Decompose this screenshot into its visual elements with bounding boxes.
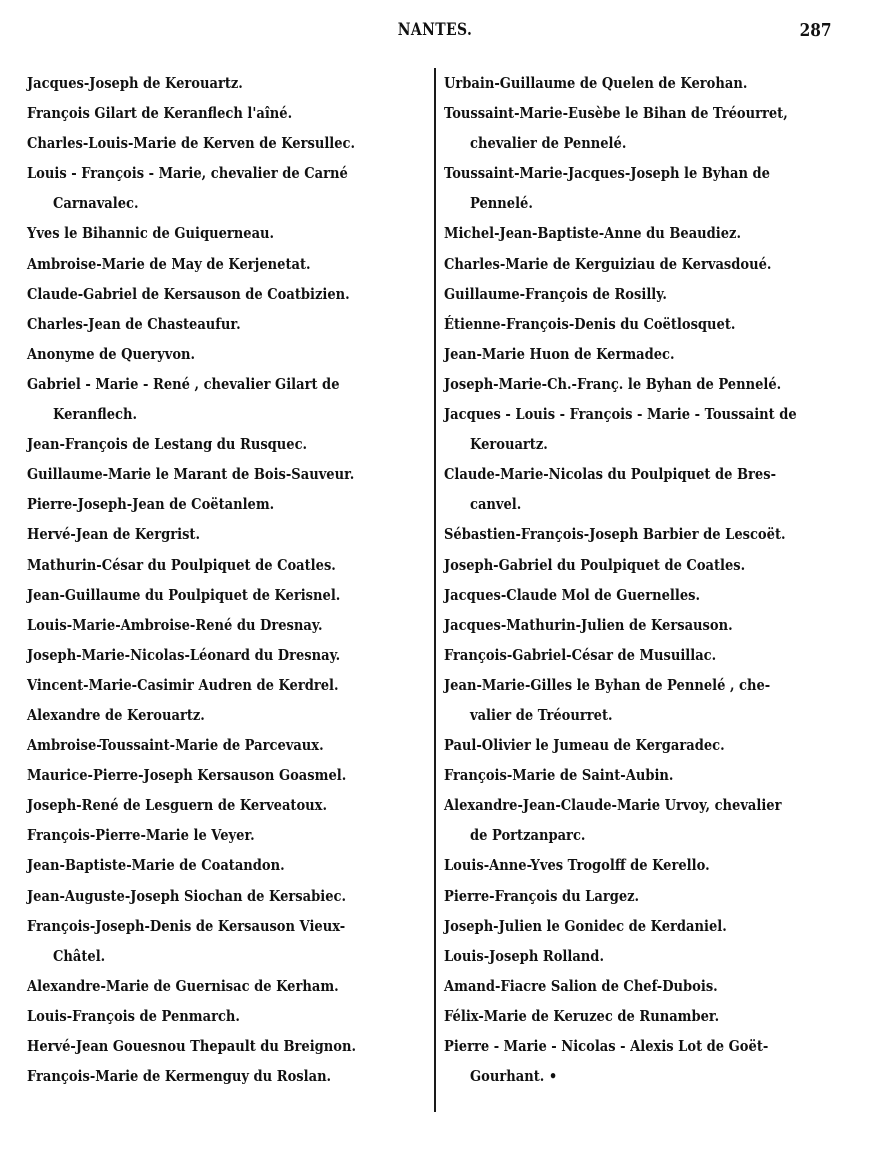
name-entry-text: Ambroise-Marie de May de Kerjenetat.	[27, 254, 311, 273]
name-entry	[27, 218, 422, 248]
name-entry-text: François-Marie de Kermenguy du Roslan.	[27, 1067, 332, 1086]
name-entry	[27, 820, 422, 850]
name-entry-text: Jacques-Joseph de Kerouartz.	[27, 74, 243, 92]
name-entry	[27, 489, 422, 519]
name-entry-text: Joseph-Gabriel du Poulpiquet de Coatles.	[444, 555, 746, 574]
name-entry-text: Urbain-Guillaume de Quelen de Kerohan.	[444, 74, 748, 92]
name-entry	[27, 1061, 422, 1091]
name-entry-text: chevalier de Pennelé.	[470, 134, 627, 153]
name-entry-text: Louis-Marie-Ambroise-René du Dresnay.	[27, 615, 323, 634]
running-title: NANTES.	[397, 20, 473, 40]
name-entry	[444, 911, 844, 941]
name-entry	[444, 249, 844, 279]
name-entry-text: Kerouartz.	[470, 435, 548, 454]
name-entry-continuation	[27, 399, 422, 429]
name-entry-text: valier de Tréourret.	[470, 705, 613, 724]
name-entry-text: Maurice-Pierre-Joseph Kersauson Goasmel.	[27, 766, 347, 785]
name-entry-text: François-Gabriel-César de Musuillac.	[444, 645, 717, 664]
name-entry	[444, 610, 844, 640]
name-entry-text: Jacques-Claude Mol de Guernelles.	[444, 585, 701, 604]
name-entry-text: Amand-Fiacre Salion de Chef-Dubois.	[444, 976, 718, 995]
name-entry	[27, 158, 422, 188]
name-entry-continuation	[444, 1061, 844, 1091]
name-entry	[27, 881, 422, 911]
name-entry-text: Claude-Gabriel de Kersauson de Coatbizien.	[27, 284, 350, 303]
left-column	[27, 68, 422, 1091]
name-entry	[27, 730, 422, 760]
name-entry	[444, 550, 844, 580]
name-entry	[444, 881, 844, 911]
name-entry	[27, 640, 422, 670]
name-entry	[444, 279, 844, 309]
page-number: 287	[800, 20, 832, 41]
name-entry-text: Gourhant. •	[470, 1067, 558, 1086]
name-entry-text: Ambroise-Toussaint-Marie de Parcevaux.	[27, 736, 324, 755]
name-entry-text: Toussaint-Marie-Jacques-Joseph le Byhan de	[444, 164, 770, 183]
name-entry-text: François Gilart de Keranflech l'aîné.	[27, 104, 293, 123]
name-entry	[27, 459, 422, 489]
name-entry-text: Toussaint-Marie-Eusèbe le Bihan de Tréourret,	[444, 104, 788, 123]
name-entry-text: Jacques-Mathurin-Julien de Kersauson.	[444, 615, 733, 634]
name-entry-text: Hervé-Jean de Kergrist.	[27, 525, 201, 544]
name-entry-text: Louis-Anne-Yves Trogolff de Kerello.	[444, 856, 710, 875]
name-entry-text: François-Pierre-Marie le Veyer.	[27, 826, 255, 845]
name-entry	[27, 1031, 422, 1061]
column-divider	[434, 68, 436, 1112]
name-entry	[27, 68, 422, 98]
name-entry-text: Guillaume-Marie le Marant de Bois-Sauveur.	[27, 465, 355, 484]
name-entry-text: François-Joseph-Denis de Kersauson Vieux-	[27, 916, 346, 935]
name-entry	[27, 369, 422, 399]
name-entry	[27, 519, 422, 549]
name-entry	[27, 850, 422, 880]
name-entry-text: Alexandre de Kerouartz.	[27, 705, 205, 724]
name-entry-continuation	[27, 941, 422, 971]
name-entry	[444, 580, 844, 610]
name-entry-text: François-Marie de Saint-Aubin.	[444, 766, 674, 785]
name-entry	[444, 309, 844, 339]
name-entry-text: Alexandre-Marie de Guernisac de Kerham.	[27, 976, 339, 995]
name-entry-text: Joseph-Julien le Gonidec de Kerdaniel.	[444, 916, 727, 935]
name-entry-text: Charles-Jean de Chasteaufur.	[27, 314, 241, 333]
name-entry	[444, 399, 844, 429]
name-entry	[27, 971, 422, 1001]
name-entry	[27, 700, 422, 730]
name-entry-text: Mathurin-César du Poulpiquet de Coatles.	[27, 555, 336, 574]
name-entry-text: Anonyme de Queryvon.	[27, 344, 196, 363]
name-entry	[27, 580, 422, 610]
name-entry	[27, 670, 422, 700]
name-entry	[444, 850, 844, 880]
name-entry	[27, 1001, 422, 1031]
name-entry-text: Sébastien-François-Joseph Barbier de Lescoët.	[444, 525, 786, 544]
name-entry-text: Claude-Marie-Nicolas du Poulpiquet de Bres-	[444, 465, 777, 484]
name-entry	[444, 218, 844, 248]
page-header	[0, 20, 870, 44]
name-entry	[27, 98, 422, 128]
name-entry-text: Jean-Auguste-Joseph Siochan de Kersabiec.	[27, 886, 347, 905]
name-entry	[27, 249, 422, 279]
name-entry	[27, 128, 422, 158]
name-entry-text: Jean-Guillaume du Poulpiquet de Kerisnel.	[27, 585, 341, 604]
name-entry	[444, 68, 844, 98]
right-column	[444, 68, 844, 1091]
name-entry-text: Félix-Marie de Keruzec de Runamber.	[444, 1006, 720, 1025]
name-entry-continuation	[444, 820, 844, 850]
name-entry	[27, 610, 422, 640]
name-entry	[444, 98, 844, 128]
name-entry-text: Châtel.	[53, 946, 106, 965]
name-entry	[27, 760, 422, 790]
name-entry-text: Jacques - Louis - François - Marie - Toussaint de	[444, 405, 797, 424]
name-entry-continuation	[27, 188, 422, 218]
name-entry-continuation	[444, 429, 844, 459]
name-entry-text: Pierre-Joseph-Jean de Coëtanlem.	[27, 495, 275, 514]
name-entry	[444, 640, 844, 670]
name-entry-text: Pennelé.	[470, 194, 533, 213]
name-entry-continuation	[444, 128, 844, 158]
name-entry	[27, 429, 422, 459]
name-entry-text: Charles-Marie de Kerguiziau de Kervasdoué.	[444, 254, 772, 273]
name-entry-text: Joseph-René de Lesguern de Kerveatoux.	[27, 796, 328, 815]
name-entry	[444, 760, 844, 790]
name-entry	[444, 971, 844, 1001]
name-entry-text: Jean-Baptiste-Marie de Coatandon.	[27, 856, 285, 875]
name-entry-text: de Portzanparc.	[470, 826, 586, 845]
name-entry-continuation	[444, 489, 844, 519]
name-entry-text: Keranflech.	[53, 405, 138, 424]
name-entry	[27, 550, 422, 580]
name-entry-text: Pierre - Marie - Nicolas - Alexis Lot de Goët-	[444, 1037, 769, 1055]
name-entry	[27, 279, 422, 309]
name-entry-text: Jean-Marie-Gilles le Byhan de Pennelé , che-	[444, 675, 771, 694]
name-entry-text: Charles-Louis-Marie de Kerven de Kersullec.	[27, 134, 356, 153]
name-entry-text: Guillaume-François de Rosilly.	[444, 284, 667, 303]
name-entry-text: Louis-Joseph Rolland.	[444, 946, 605, 965]
name-entry	[27, 309, 422, 339]
name-entry	[444, 369, 844, 399]
name-entry-continuation	[444, 700, 844, 730]
name-entry	[27, 790, 422, 820]
name-entry	[444, 790, 844, 820]
name-entry-text: Hervé-Jean Gouesnou Thepault du Breignon.	[27, 1037, 357, 1055]
name-entry-text: Louis-François de Penmarch.	[27, 1006, 240, 1025]
name-entry-text: canvel.	[470, 495, 522, 514]
name-entry-text: Michel-Jean-Baptiste-Anne du Beaudiez.	[444, 224, 742, 243]
name-entry-text: Joseph-Marie-Nicolas-Léonard du Dresnay.	[27, 645, 341, 664]
name-entry	[444, 339, 844, 369]
name-entry-text: Vincent-Marie-Casimir Audren de Kerdrel.	[27, 675, 339, 694]
name-entry-text: Gabriel - Marie - René , chevalier Gilart de	[27, 374, 340, 393]
name-entry-text: Pierre-François du Largez.	[444, 886, 640, 905]
name-entry	[444, 730, 844, 760]
name-entry-text: Paul-Olivier le Jumeau de Kergaradec.	[444, 736, 725, 755]
name-entry	[444, 1031, 844, 1061]
name-entry	[444, 670, 844, 700]
name-entry	[444, 158, 844, 188]
name-entry-text: Joseph-Marie-Ch.-Franç. le Byhan de Pennelé.	[444, 374, 782, 393]
name-entry	[444, 941, 844, 971]
name-entry-text: Jean-Marie Huon de Kermadec.	[444, 344, 675, 363]
name-entry	[27, 339, 422, 369]
name-entry-text: Yves le Bihannic de Guiquerneau.	[27, 224, 275, 243]
name-entry-text: Alexandre-Jean-Claude-Marie Urvoy, chevalier	[444, 796, 782, 815]
name-entry	[444, 1001, 844, 1031]
name-entry-text: Louis - François - Marie, chevalier de Carné	[27, 164, 348, 183]
name-entry-text: Carnavalec.	[53, 194, 139, 213]
name-entry	[27, 911, 422, 941]
name-entry	[444, 519, 844, 549]
name-entry	[444, 459, 844, 489]
name-entry-continuation	[444, 188, 844, 218]
name-entry-text: Jean-François de Lestang du Rusquec.	[27, 435, 308, 454]
name-entry-text: Étienne-François-Denis du Coëtlosquet.	[444, 314, 736, 333]
